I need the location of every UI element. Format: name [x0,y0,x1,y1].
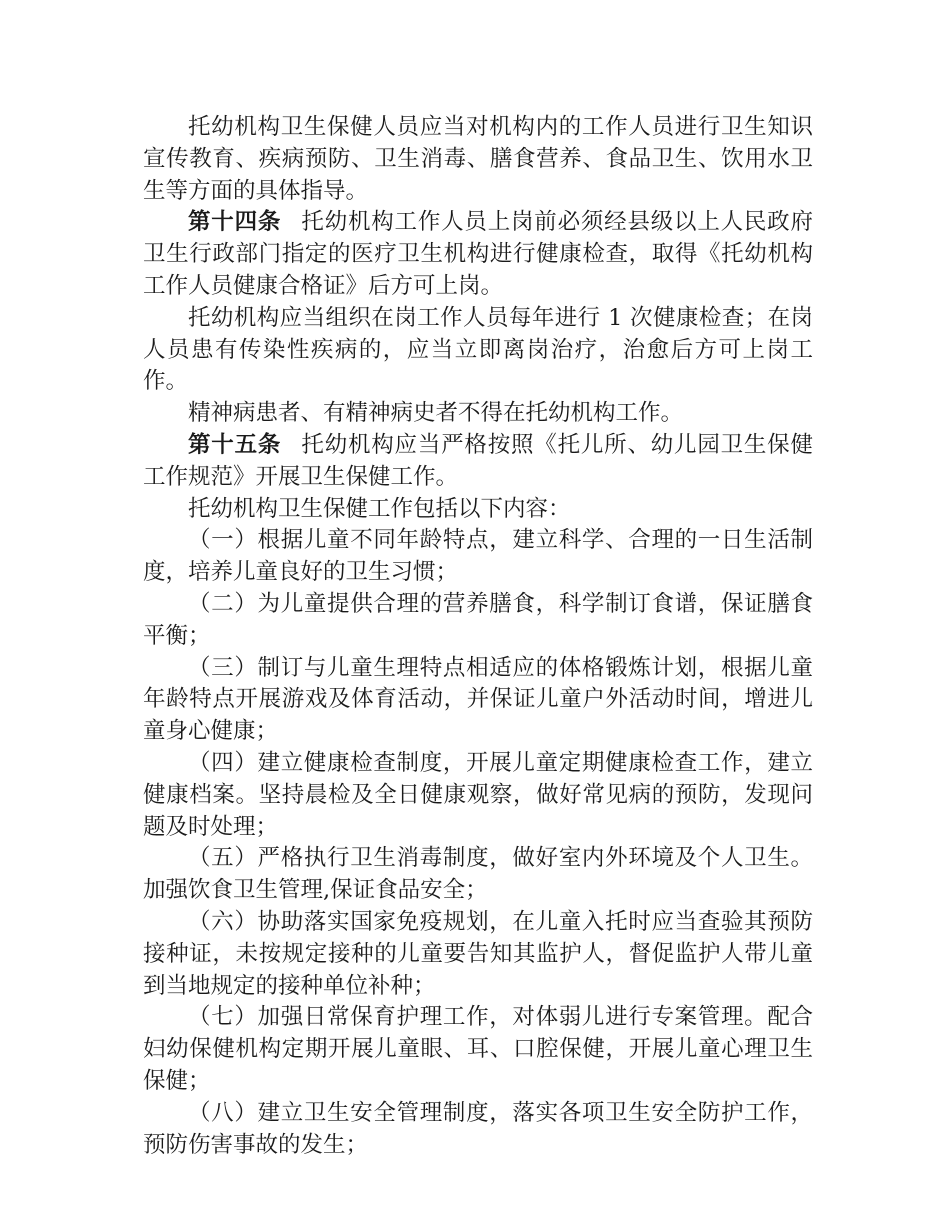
paragraph-annual-checkup: 托幼机构应当组织在岗工作人员每年进行 1 次健康检查；在岗人员患有传染性疾病的，应当立即离岗治疗，治愈后方可上岗工作。 [143,304,813,395]
list-item-5: （五）严格执行卫生消毒制度，做好室内外环境及个人卫生。加强饮食卫生管理,保证食品安全； [143,845,813,904]
list-item-2: （二）为儿童提供合理的营养膳食，科学制订食谱，保证膳食平衡； [143,590,813,649]
paragraph-mental-illness: 精神病患者、有精神病史者不得在托幼机构工作。 [188,400,684,427]
article-14-text: 托幼机构工作人员上岗前必须经县级以上人民政府卫生行政部门指定的医疗卫生机构进行健康检查，取得《托幼机构工作人员健康合格证》后方可上岗。 [143,209,813,299]
article-14-label: 第十四条 [188,209,282,236]
article-15-label: 第十五条 [188,431,282,458]
list-item-1: （一）根据儿童不同年龄特点，建立科学、合理的一日生活制度，培养儿童良好的卫生习惯； [143,527,813,586]
article-15 [143,430,813,494]
paragraph-content-intro: 托幼机构卫生保健工作包括以下内容： [188,495,571,522]
paragraph-staff-guidance: 托幼机构卫生保健人员应当对机构内的工作人员进行卫生知识宣传教育、疾病预防、卫生消毒、膳食营养、食品卫生、饮用水卫生等方面的具体指导。 [143,114,813,204]
list-item-8: （八）建立卫生安全管理制度，落实各项卫生安全防护工作，预防伤害事故的发生； [143,1099,813,1158]
list-item-6: （六）协助落实国家免疫规划，在儿童入托时应当查验其预防接种证，未按规定接种的儿童要告知其监护人，督促监护人带儿童到当地规定的接种单位补种； [143,908,813,999]
list-item-4: （四）建立健康检查制度，开展儿童定期健康检查工作，建立健康档案。坚持晨检及全日健康观察，做好常见病的预防，发现问题及时处理； [143,749,813,840]
article-15-text: 托幼机构应当严格按照《托儿所、幼儿园卫生保健工作规范》开展卫生保健工作。 [143,431,813,490]
list-item-7: （七）加强日常保育护理工作，对体弱儿进行专案管理。配合妇幼保健机构定期开展儿童眼、耳、口腔保健，开展儿童心理卫生保健； [143,1004,813,1094]
article-14 [143,207,813,302]
document-page [143,112,813,1161]
list-item-3: （三）制订与儿童生理特点相适应的体格锻炼计划，根据儿童年龄特点开展游戏及体育活动，并保证儿童户外活动时间，增进儿童身心健康； [143,654,813,745]
